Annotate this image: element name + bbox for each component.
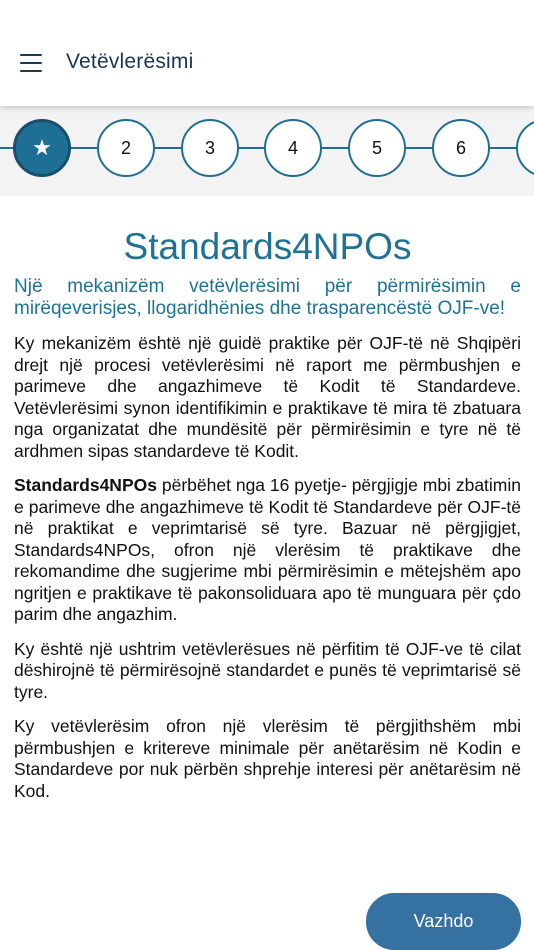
intro-paragraph-4: Ky vetëvlerësim ofron një vlerësim të përgjithshëm mbi përmbushjen e kritereve minimale për anëtarësim në Kodin e Standardeve por nuk përbën shprehje interesi për anëtarësim në Kod. [14,716,521,801]
menu-icon-bar [20,62,42,64]
intro-paragraph-2-bold: Standards4NPOs [14,475,157,495]
app-header [0,0,534,106]
intro-title: Standards4NPOs [123,226,412,267]
step-next-partial[interactable] [516,119,534,177]
intro-paragraph-2 [14,475,521,626]
step-4[interactable]: 4 [264,119,322,177]
step-3[interactable]: 3 [181,119,239,177]
step-6[interactable]: 6 [432,119,490,177]
intro-paragraph-2-text: përbëhet nga 16 pyetje- përgjigje mbi zbatimin e parimeve dhe angazhimeve të Kodit të Standardeve për OJF-të në praktikat e veprimtarisë së tyre. Bazuar në përgjigjet, Standards4NPOs, ofron një vlerësim të praktikave dhe rekomandime dhe sugjerime mbi përmirësimin e mëtejshëm apo ngritjen e praktikave të pakonsoliduara apo të munguara për çdo parim dhe angazhim. [14,475,521,624]
step-progress [0,106,534,196]
intro-subtitle: Një mekanizëm vetëvlerësimi për përmirësimin e mirëqeverisjes, llogaridhënies dhe trasparencëstë OJF-ve! [14,276,521,319]
menu-icon-bar [20,54,42,56]
menu-icon[interactable] [20,54,42,72]
continue-button[interactable]: Vazhdo [366,893,521,950]
menu-icon-bar [20,70,42,72]
step-5[interactable]: 5 [348,119,406,177]
step-start-star-icon[interactable]: ★ [13,119,71,177]
page-title: Vetëvlerësimi [66,50,194,73]
step-2[interactable]: 2 [97,119,155,177]
intro-paragraph-3: Ky është një ushtrim vetëvlerësues në përfitim të OJF-ve të cilat dëshirojnë të përmirësojnë standardet e punës të veprimtarisë së tyre. [14,638,521,702]
intro-paragraph-1: Ky mekanizëm është një guidë praktike për OJF-të në Shqipëri drejt një procesi vetëvlerësimi në raport me përmbushjen e parimeve dhe angazhimeve të Kodit të Standardeve. Vetëvlerësimi synon identifikimin e praktikave të mira të zbatuara nga organizatat dhe mundësitë për përmirësimin e tyre në të ardhmen sipas standardeve të Kodit. [14,333,521,461]
intro-content[interactable] [14,196,521,861]
